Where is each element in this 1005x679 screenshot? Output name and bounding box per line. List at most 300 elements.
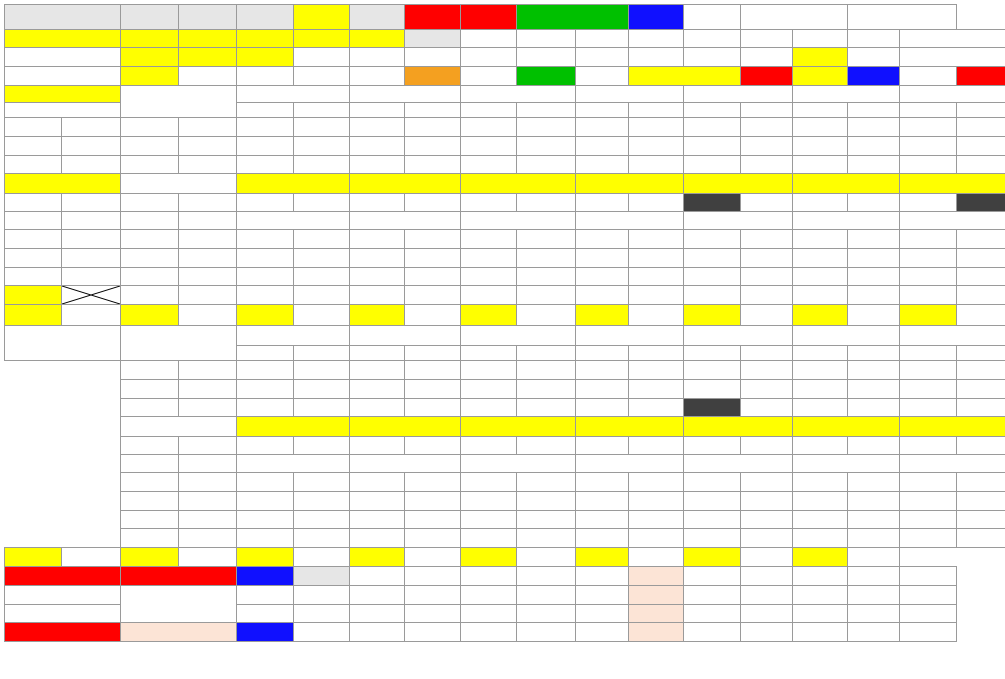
cell-r20-c14[interactable] <box>792 379 848 399</box>
cell-r22-c2[interactable] <box>120 416 237 437</box>
cell-r15-c17[interactable] <box>956 285 1005 305</box>
cell-r30-c15[interactable] <box>847 566 900 586</box>
cell-r32-c12[interactable] <box>683 604 741 623</box>
cell-r5-c6[interactable] <box>349 102 405 118</box>
cell-r32-c7[interactable] <box>404 604 461 623</box>
cell-r23-c7[interactable] <box>404 436 461 455</box>
cell-r33-c12[interactable] <box>683 622 741 642</box>
cell-r23-c15[interactable] <box>847 436 900 455</box>
cell-r31-c13[interactable] <box>740 585 793 605</box>
cell-r30-c6[interactable] <box>349 566 405 586</box>
cell-r14-c12[interactable] <box>683 267 741 286</box>
cell-r19-c4[interactable] <box>236 360 294 380</box>
cell-r0-c12[interactable] <box>683 4 741 30</box>
cell-r10-c7[interactable] <box>404 193 461 212</box>
cell-r17-c6[interactable] <box>349 325 461 346</box>
cell-r28-c16[interactable] <box>899 528 957 548</box>
cell-r7-c12[interactable] <box>683 136 741 156</box>
cell-r4-c14[interactable] <box>792 85 900 103</box>
cell-r28-c6[interactable] <box>349 528 405 548</box>
cell-r30-c13[interactable] <box>740 566 793 586</box>
cell-r9-c16[interactable] <box>899 173 1005 194</box>
cell-r25-c9[interactable] <box>516 472 576 492</box>
cell-r8-c11[interactable] <box>628 155 684 174</box>
cell-r3-c2[interactable] <box>120 66 179 86</box>
cell-r12-c14[interactable] <box>792 229 848 249</box>
cell-r6-c14[interactable] <box>792 117 848 137</box>
cell-r27-c13[interactable] <box>740 510 793 529</box>
cell-r27-c16[interactable] <box>899 510 957 529</box>
cell-r32-c14[interactable] <box>792 604 848 623</box>
cell-r2-c4[interactable] <box>236 47 294 67</box>
cell-r28-c17[interactable] <box>956 528 1005 548</box>
cell-r0-c13[interactable] <box>740 4 848 30</box>
cell-r27-c4[interactable] <box>236 510 294 529</box>
cell-r14-c0[interactable] <box>4 267 62 286</box>
cell-r12-c2[interactable] <box>120 229 179 249</box>
cell-r7-c6[interactable] <box>349 136 405 156</box>
cell-r10-c14[interactable] <box>792 193 848 212</box>
cell-r13-c12[interactable] <box>683 248 741 268</box>
cell-r21-c6[interactable] <box>349 398 405 417</box>
cell-r13-c11[interactable] <box>628 248 684 268</box>
cell-r14-c4[interactable] <box>236 267 294 286</box>
cell-r3-c10[interactable] <box>575 66 629 86</box>
cell-r25-c13[interactable] <box>740 472 793 492</box>
cell-r12-c11[interactable] <box>628 229 684 249</box>
cell-r1-c2[interactable] <box>120 29 179 48</box>
cell-r11-c1[interactable] <box>61 211 121 230</box>
cell-r13-c15[interactable] <box>847 248 900 268</box>
cell-r18-c15[interactable] <box>847 345 900 361</box>
cell-r16-c16[interactable] <box>899 304 957 326</box>
cell-r23-c12[interactable] <box>683 436 741 455</box>
cell-r7-c8[interactable] <box>460 136 517 156</box>
cell-r12-c0[interactable] <box>4 229 62 249</box>
cell-r7-c10[interactable] <box>575 136 629 156</box>
cell-r31-c4[interactable] <box>236 585 294 605</box>
cell-r29-c3[interactable] <box>178 547 237 567</box>
cell-r15-c8[interactable] <box>460 285 517 305</box>
cell-r14-c16[interactable] <box>899 267 957 286</box>
cell-r19-c7[interactable] <box>404 360 461 380</box>
cell-r29-c1[interactable] <box>61 547 121 567</box>
cell-r13-c0[interactable] <box>4 248 62 268</box>
cell-r16-c12[interactable] <box>683 304 741 326</box>
cell-r2-c8[interactable] <box>460 47 517 67</box>
cell-r10-c10[interactable] <box>575 193 629 212</box>
cell-r4-c16[interactable] <box>899 85 1005 103</box>
cell-r23-c9[interactable] <box>516 436 576 455</box>
cell-r4-c6[interactable] <box>349 85 461 103</box>
cell-r33-c0[interactable] <box>4 622 121 642</box>
cell-r30-c10[interactable] <box>575 566 629 586</box>
cell-r0-c6[interactable] <box>349 4 405 30</box>
cell-r2-c14[interactable] <box>792 47 848 67</box>
cell-r23-c6[interactable] <box>349 436 405 455</box>
cell-r29-c2[interactable] <box>120 547 179 567</box>
cell-r18-c8[interactable] <box>460 345 517 361</box>
cell-r33-c5[interactable] <box>293 622 350 642</box>
cell-r21-c13[interactable] <box>740 398 793 417</box>
cell-r31-c6[interactable] <box>349 585 405 605</box>
cell-r26-c3[interactable] <box>178 491 237 511</box>
cell-r31-c15[interactable] <box>847 585 900 605</box>
cell-r18-c4[interactable] <box>236 345 294 361</box>
cell-r20-c8[interactable] <box>460 379 517 399</box>
cell-r16-c8[interactable] <box>460 304 517 326</box>
cell-r1-c14[interactable] <box>792 29 848 48</box>
cell-r29-c11[interactable] <box>628 547 684 567</box>
cell-r7-c9[interactable] <box>516 136 576 156</box>
cell-r25-c5[interactable] <box>293 472 350 492</box>
cell-r16-c4[interactable] <box>236 304 294 326</box>
cell-r30-c4[interactable] <box>236 566 294 586</box>
cell-r18-c11[interactable] <box>628 345 684 361</box>
cell-r10-c17[interactable] <box>956 193 1005 212</box>
cell-r1-c8[interactable] <box>460 29 517 48</box>
cell-r32-c9[interactable] <box>516 604 576 623</box>
cell-r26-c6[interactable] <box>349 491 405 511</box>
cell-r24-c8[interactable] <box>460 454 576 473</box>
cell-r1-c9[interactable] <box>516 29 576 48</box>
cell-r5-c5[interactable] <box>293 102 350 118</box>
cell-r30-c14[interactable] <box>792 566 848 586</box>
cell-r27-c9[interactable] <box>516 510 576 529</box>
cell-r27-c8[interactable] <box>460 510 517 529</box>
cell-r33-c15[interactable] <box>847 622 900 642</box>
cell-r32-c11[interactable] <box>628 604 684 623</box>
cell-r28-c15[interactable] <box>847 528 900 548</box>
cell-r6-c3[interactable] <box>178 117 237 137</box>
cell-r15-c16[interactable] <box>899 285 957 305</box>
cell-r7-c0[interactable] <box>4 136 62 156</box>
cell-r22-c4[interactable] <box>236 416 350 437</box>
cell-r19-c9[interactable] <box>516 360 576 380</box>
cell-r25-c16[interactable] <box>899 472 957 492</box>
cell-r2-c7[interactable] <box>404 47 461 67</box>
cell-r21-c14[interactable] <box>792 398 848 417</box>
cell-r6-c5[interactable] <box>293 117 350 137</box>
cell-r27-c3[interactable] <box>178 510 237 529</box>
cell-r9-c8[interactable] <box>460 173 576 194</box>
cell-r10-c2[interactable] <box>120 193 179 212</box>
cell-r6-c1[interactable] <box>61 117 121 137</box>
cell-r10-c1[interactable] <box>61 193 121 212</box>
cell-r9-c10[interactable] <box>575 173 684 194</box>
cell-r9-c6[interactable] <box>349 173 461 194</box>
cell-r12-c1[interactable] <box>61 229 121 249</box>
cell-r11-c16[interactable] <box>899 211 1005 230</box>
cell-r18-c10[interactable] <box>575 345 629 361</box>
cell-r19-c12[interactable] <box>683 360 741 380</box>
cell-r8-c4[interactable] <box>236 155 294 174</box>
cell-r15-c10[interactable] <box>575 285 629 305</box>
cell-r20-c5[interactable] <box>293 379 350 399</box>
cell-r9-c4[interactable] <box>236 173 350 194</box>
cell-r6-c4[interactable] <box>236 117 294 137</box>
cell-r26-c10[interactable] <box>575 491 629 511</box>
cell-r14-c3[interactable] <box>178 267 237 286</box>
cell-r27-c15[interactable] <box>847 510 900 529</box>
cell-r27-c12[interactable] <box>683 510 741 529</box>
cell-r17-c2[interactable] <box>120 325 237 361</box>
cell-r7-c5[interactable] <box>293 136 350 156</box>
cell-r17-c16[interactable] <box>899 325 1005 346</box>
cell-r13-c8[interactable] <box>460 248 517 268</box>
cell-r20-c16[interactable] <box>899 379 957 399</box>
cell-r10-c15[interactable] <box>847 193 900 212</box>
cell-r7-c1[interactable] <box>61 136 121 156</box>
cell-r0-c9[interactable] <box>516 4 629 30</box>
cell-r30-c9[interactable] <box>516 566 576 586</box>
cell-r15-c3[interactable] <box>178 285 237 305</box>
cell-r26-c13[interactable] <box>740 491 793 511</box>
cell-r13-c3[interactable] <box>178 248 237 268</box>
cell-r14-c9[interactable] <box>516 267 576 286</box>
cell-r21-c7[interactable] <box>404 398 461 417</box>
cell-r33-c11[interactable] <box>628 622 684 642</box>
cell-r25-c14[interactable] <box>792 472 848 492</box>
cell-r1-c5[interactable] <box>293 29 350 48</box>
cell-r4-c0[interactable] <box>4 85 121 103</box>
cell-r4-c10[interactable] <box>575 85 684 103</box>
cell-r3-c5[interactable] <box>293 66 350 86</box>
cell-r8-c10[interactable] <box>575 155 629 174</box>
cell-r21-c11[interactable] <box>628 398 684 417</box>
cell-r19-c14[interactable] <box>792 360 848 380</box>
cell-r29-c7[interactable] <box>404 547 461 567</box>
cell-r1-c3[interactable] <box>178 29 237 48</box>
cell-r1-c4[interactable] <box>236 29 294 48</box>
cell-r29-c10[interactable] <box>575 547 629 567</box>
cell-r33-c7[interactable] <box>404 622 461 642</box>
cell-r19-c11[interactable] <box>628 360 684 380</box>
cell-r28-c2[interactable] <box>120 528 179 548</box>
cell-r1-c13[interactable] <box>740 29 793 48</box>
cell-r27-c6[interactable] <box>349 510 405 529</box>
cell-r22-c12[interactable] <box>683 416 793 437</box>
cell-r12-c9[interactable] <box>516 229 576 249</box>
cell-r33-c14[interactable] <box>792 622 848 642</box>
cell-r15-c5[interactable] <box>293 285 350 305</box>
cell-r28-c3[interactable] <box>178 528 237 548</box>
cell-r16-c9[interactable] <box>516 304 576 326</box>
cell-r20-c10[interactable] <box>575 379 629 399</box>
cell-r7-c17[interactable] <box>956 136 1005 156</box>
cell-r31-c7[interactable] <box>404 585 461 605</box>
cell-r30-c12[interactable] <box>683 566 741 586</box>
cell-r27-c14[interactable] <box>792 510 848 529</box>
cell-r12-c15[interactable] <box>847 229 900 249</box>
cell-r7-c16[interactable] <box>899 136 957 156</box>
cell-r4-c12[interactable] <box>683 85 793 103</box>
cell-r15-c7[interactable] <box>404 285 461 305</box>
cell-r32-c16[interactable] <box>899 604 957 623</box>
cell-r3-c3[interactable] <box>178 66 237 86</box>
cell-r19-c2[interactable] <box>120 360 179 380</box>
cell-r26-c12[interactable] <box>683 491 741 511</box>
cell-r29-c13[interactable] <box>740 547 793 567</box>
cell-r31-c12[interactable] <box>683 585 741 605</box>
cell-r29-c5[interactable] <box>293 547 350 567</box>
cell-r19-c13[interactable] <box>740 360 793 380</box>
cell-r20-c7[interactable] <box>404 379 461 399</box>
cell-r16-c15[interactable] <box>847 304 900 326</box>
cell-r14-c6[interactable] <box>349 267 405 286</box>
cell-r8-c5[interactable] <box>293 155 350 174</box>
cell-r32-c5[interactable] <box>293 604 350 623</box>
cell-r24-c16[interactable] <box>899 454 1005 473</box>
cell-r30-c8[interactable] <box>460 566 517 586</box>
cell-r12-c12[interactable] <box>683 229 741 249</box>
cell-r28-c8[interactable] <box>460 528 517 548</box>
cell-r26-c15[interactable] <box>847 491 900 511</box>
cell-r2-c5[interactable] <box>293 47 350 67</box>
cell-r6-c0[interactable] <box>4 117 62 137</box>
cell-r25-c2[interactable] <box>120 472 179 492</box>
cell-r10-c6[interactable] <box>349 193 405 212</box>
cell-r20-c13[interactable] <box>740 379 793 399</box>
cell-r17-c12[interactable] <box>683 325 793 346</box>
cell-r17-c4[interactable] <box>236 325 350 346</box>
cell-r23-c2[interactable] <box>120 436 179 455</box>
cell-r11-c8[interactable] <box>460 211 576 230</box>
cell-r32-c13[interactable] <box>740 604 793 623</box>
cell-r0-c0[interactable] <box>4 4 121 30</box>
cell-r20-c17[interactable] <box>956 379 1005 399</box>
cell-r30-c5[interactable] <box>293 566 350 586</box>
cell-r29-c6[interactable] <box>349 547 405 567</box>
cell-r11-c12[interactable] <box>683 211 793 230</box>
cell-r9-c14[interactable] <box>792 173 900 194</box>
cell-r1-c16[interactable] <box>899 29 1005 48</box>
cell-r33-c8[interactable] <box>460 622 517 642</box>
cell-r13-c1[interactable] <box>61 248 121 268</box>
cell-r6-c17[interactable] <box>956 117 1005 137</box>
cell-r32-c15[interactable] <box>847 604 900 623</box>
cell-r27-c10[interactable] <box>575 510 629 529</box>
cell-r5-c9[interactable] <box>516 102 576 118</box>
cell-r27-c11[interactable] <box>628 510 684 529</box>
cell-r11-c4[interactable] <box>236 211 350 230</box>
cell-r5-c12[interactable] <box>683 102 741 118</box>
cell-r3-c0[interactable] <box>4 66 121 86</box>
cell-r5-c11[interactable] <box>628 102 684 118</box>
cell-r24-c3[interactable] <box>178 454 237 473</box>
cell-r23-c11[interactable] <box>628 436 684 455</box>
cell-r5-c10[interactable] <box>575 102 629 118</box>
cell-r11-c14[interactable] <box>792 211 900 230</box>
cell-r10-c11[interactable] <box>628 193 684 212</box>
cell-r8-c7[interactable] <box>404 155 461 174</box>
cell-r12-c10[interactable] <box>575 229 629 249</box>
cell-r25-c15[interactable] <box>847 472 900 492</box>
cell-r13-c14[interactable] <box>792 248 848 268</box>
cell-r14-c8[interactable] <box>460 267 517 286</box>
cell-r19-c17[interactable] <box>956 360 1005 380</box>
cell-r13-c17[interactable] <box>956 248 1005 268</box>
cell-r18-c13[interactable] <box>740 345 793 361</box>
cell-r20-c4[interactable] <box>236 379 294 399</box>
cell-r13-c9[interactable] <box>516 248 576 268</box>
cell-r20-c3[interactable] <box>178 379 237 399</box>
cell-r9-c0[interactable] <box>4 173 121 194</box>
cell-r8-c16[interactable] <box>899 155 957 174</box>
cell-r27-c5[interactable] <box>293 510 350 529</box>
cell-r30-c16[interactable] <box>899 566 957 586</box>
cell-r12-c8[interactable] <box>460 229 517 249</box>
cell-r22-c10[interactable] <box>575 416 684 437</box>
cell-r2-c0[interactable] <box>4 47 121 67</box>
cell-r0-c3[interactable] <box>178 4 237 30</box>
cell-r26-c5[interactable] <box>293 491 350 511</box>
cell-r0-c7[interactable] <box>404 4 461 30</box>
cell-r3-c7[interactable] <box>404 66 461 86</box>
cell-r10-c4[interactable] <box>236 193 294 212</box>
cell-r26-c9[interactable] <box>516 491 576 511</box>
cell-r20-c2[interactable] <box>120 379 179 399</box>
cell-r28-c4[interactable] <box>236 528 294 548</box>
cell-r14-c14[interactable] <box>792 267 848 286</box>
cell-r8-c3[interactable] <box>178 155 237 174</box>
cell-r25-c7[interactable] <box>404 472 461 492</box>
cell-r13-c2[interactable] <box>120 248 179 268</box>
cell-r13-c10[interactable] <box>575 248 629 268</box>
cell-r7-c3[interactable] <box>178 136 237 156</box>
cell-r3-c17[interactable] <box>956 66 1005 86</box>
cell-r29-c14[interactable] <box>792 547 848 567</box>
cell-r30-c11[interactable] <box>628 566 684 586</box>
cell-r30-c7[interactable] <box>404 566 461 586</box>
cell-r0-c4[interactable] <box>236 4 294 30</box>
cell-r0-c2[interactable] <box>120 4 179 30</box>
cell-r23-c4[interactable] <box>236 436 294 455</box>
cell-r18-c17[interactable] <box>956 345 1005 361</box>
cell-r27-c17[interactable] <box>956 510 1005 529</box>
cell-r15-c9[interactable] <box>516 285 576 305</box>
cell-r30-c0[interactable] <box>4 566 121 586</box>
cell-r6-c2[interactable] <box>120 117 179 137</box>
cell-r8-c2[interactable] <box>120 155 179 174</box>
cell-r14-c11[interactable] <box>628 267 684 286</box>
cell-r2-c10[interactable] <box>575 47 629 67</box>
cell-r6-c11[interactable] <box>628 117 684 137</box>
cell-r16-c2[interactable] <box>120 304 179 326</box>
cell-r32-c10[interactable] <box>575 604 629 623</box>
cell-r25-c17[interactable] <box>956 472 1005 492</box>
cell-r10-c5[interactable] <box>293 193 350 212</box>
cell-r33-c16[interactable] <box>899 622 957 642</box>
cell-r33-c9[interactable] <box>516 622 576 642</box>
cell-r15-c12[interactable] <box>683 285 741 305</box>
cell-r26-c4[interactable] <box>236 491 294 511</box>
cell-r23-c5[interactable] <box>293 436 350 455</box>
cell-r3-c16[interactable] <box>899 66 957 86</box>
cell-r25-c4[interactable] <box>236 472 294 492</box>
cell-r24-c10[interactable] <box>575 454 684 473</box>
cell-r14-c7[interactable] <box>404 267 461 286</box>
cell-r21-c17[interactable] <box>956 398 1005 417</box>
cell-r25-c11[interactable] <box>628 472 684 492</box>
cell-r7-c11[interactable] <box>628 136 684 156</box>
cell-r19-c10[interactable] <box>575 360 629 380</box>
cell-r22-c6[interactable] <box>349 416 461 437</box>
cell-r11-c3[interactable] <box>178 211 237 230</box>
cell-r10-c9[interactable] <box>516 193 576 212</box>
cell-r21-c16[interactable] <box>899 398 957 417</box>
cell-r31-c0[interactable] <box>4 585 121 605</box>
